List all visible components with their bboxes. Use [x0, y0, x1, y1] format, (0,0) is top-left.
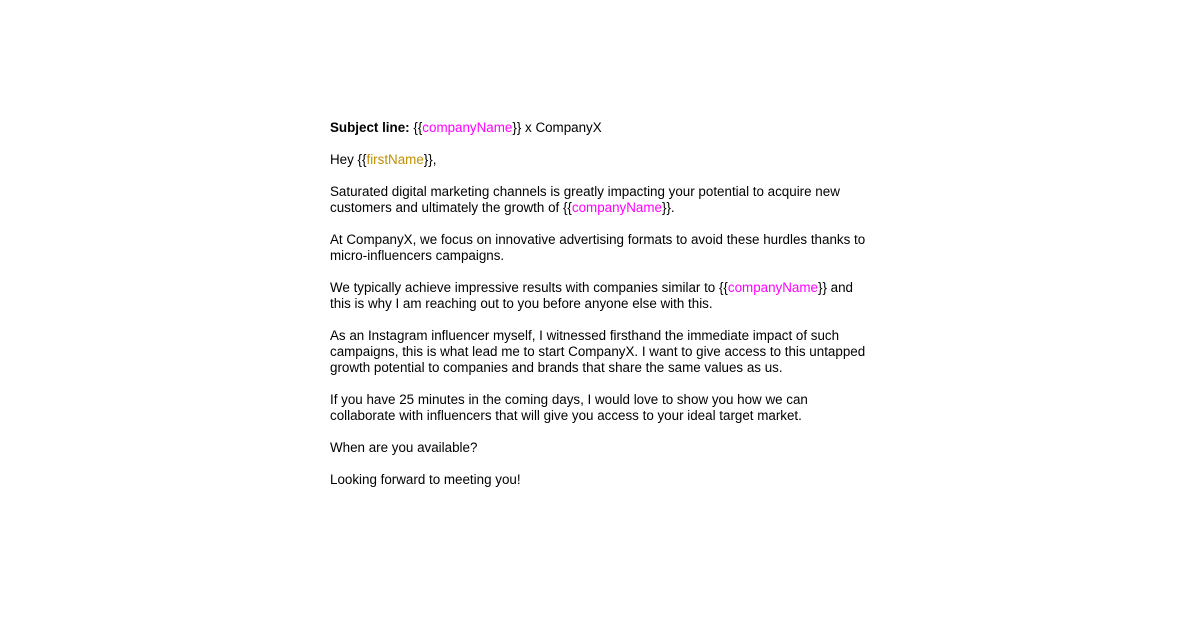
greeting-suffix: }}, [423, 152, 437, 167]
body-paragraph-3-company-name-variable: companyName [727, 280, 818, 295]
closing-line: Looking forward to meeting you! [330, 472, 521, 487]
body-paragraph-3-suffix: }} and this is why I am reaching out to you before anyone else with this. [330, 280, 853, 311]
body-paragraph-6: When are you available? [330, 440, 478, 455]
subject-brace-open: {{ [409, 120, 423, 135]
greeting-prefix: Hey {{ [330, 152, 367, 167]
subject-line-rest: }} x CompanyX [512, 120, 602, 135]
body-paragraph-3 [330, 280, 875, 312]
subject-line-label: Subject line: [330, 120, 410, 135]
subject-line [330, 120, 875, 136]
body-paragraph-1-text: Saturated digital marketing channels is greatly impacting your potential to acquire new customers and ultimately the growth of {{ [330, 184, 840, 215]
body-paragraph-1-suffix: }}. [661, 200, 675, 215]
body-paragraph-4: As an Instagram influencer myself, I witnessed firsthand the immediate impact of such campaigns, this is what lead me to start CompanyX. I want to give access to this untapped growth potential to companies and brands that share the same values as us. [330, 328, 866, 375]
body-paragraph-2: At CompanyX, we focus on innovative advertising formats to avoid these hurdles thanks to micro-influencers campaigns. [330, 232, 866, 263]
body-paragraph-1-company-name-variable: companyName [571, 200, 662, 215]
body-paragraph-3-text: We typically achieve impressive results with companies similar to {{ [330, 280, 728, 295]
email-template-document [330, 120, 875, 504]
body-paragraph-1 [330, 184, 875, 216]
greeting-line [330, 152, 875, 168]
greeting-first-name-variable: firstName [366, 152, 424, 167]
body-paragraph-5: If you have 25 minutes in the coming days, I would love to show you how we can collaborate with influencers that will give you access to your ideal target market. [330, 392, 808, 423]
subject-company-name-variable: companyName [422, 120, 513, 135]
